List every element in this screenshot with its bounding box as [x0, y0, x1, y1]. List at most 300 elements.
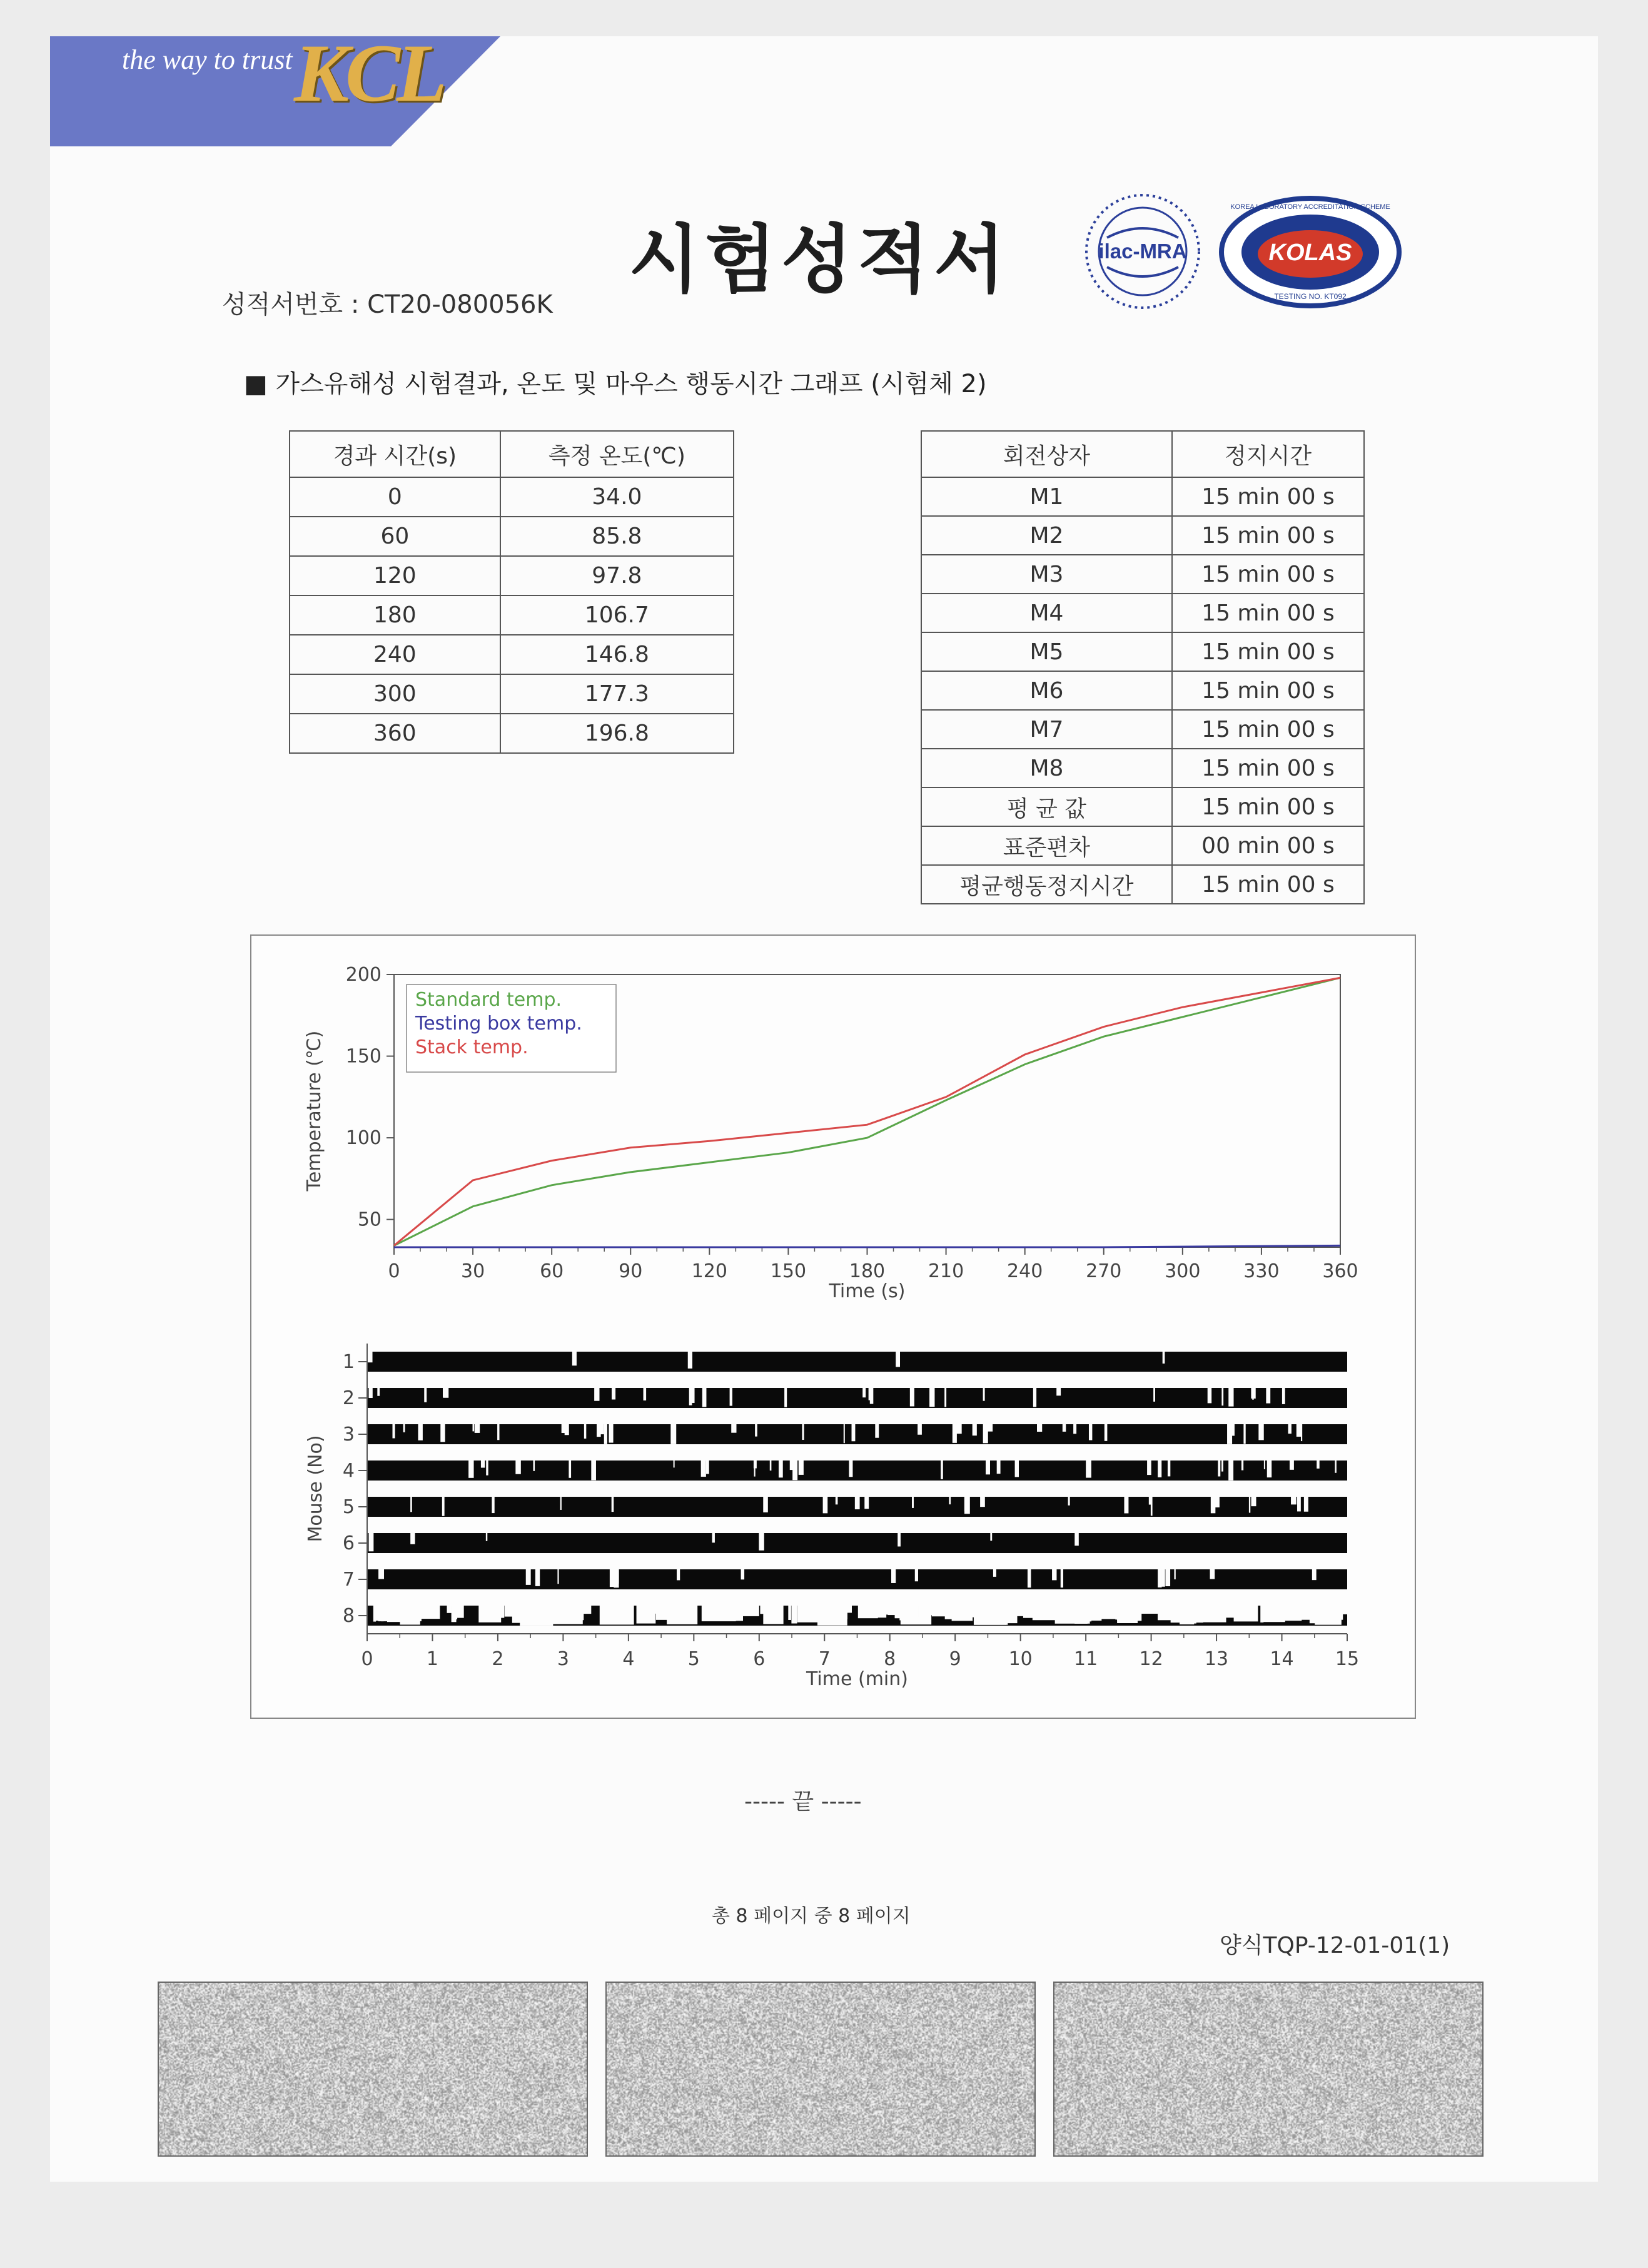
x-tick-label: 360 — [1322, 1260, 1358, 1282]
box-label: 표준편차 — [921, 826, 1172, 865]
rest-gap — [1124, 1497, 1128, 1513]
security-pattern — [158, 1982, 588, 2157]
table-row — [921, 865, 1364, 904]
y-tick-label: 7 — [342, 1569, 355, 1591]
rest-gap — [823, 1497, 828, 1513]
rest-gap — [1301, 1424, 1302, 1441]
stop-table-header: 정지시간 — [1172, 431, 1364, 477]
y-tick-label: 2 — [342, 1387, 355, 1409]
measured-temp: 34.0 — [500, 477, 734, 517]
form-code: 양식TQP-12-01-01(1) — [1220, 1933, 1450, 1958]
rest-gap — [650, 1606, 674, 1614]
rest-gap — [393, 1424, 395, 1438]
rest-gap — [784, 1388, 787, 1407]
rest-gap — [973, 1424, 977, 1435]
rest-gap — [526, 1569, 531, 1585]
elapsed-time: 120 — [290, 556, 500, 595]
page-info: 총 8 페이지 중 8 페이지 — [712, 1905, 911, 1927]
rest-gap — [897, 1533, 901, 1546]
chart-frame — [250, 934, 1416, 1719]
x-axis-label: Time (s) — [829, 1280, 906, 1302]
ilac-mra-badge — [1082, 191, 1204, 313]
rest-gap — [569, 1461, 571, 1478]
rest-gap — [486, 1533, 487, 1541]
rest-gap — [475, 1424, 480, 1433]
y-axis-label: Mouse (No) — [305, 1435, 326, 1542]
rest-gap — [864, 1497, 869, 1509]
y-tick-label: 100 — [345, 1127, 382, 1150]
stop-time-table — [921, 430, 1365, 904]
rest-gap — [1335, 1461, 1337, 1473]
rest-gap — [1238, 1606, 1246, 1619]
kolas-badge-text: KOLAS — [1268, 240, 1352, 266]
rest-gap — [418, 1424, 423, 1440]
rest-gap — [1174, 1569, 1175, 1579]
kolas-badge-number: TESTING NO. KT092 — [1274, 292, 1347, 301]
x-tick-label: 10 — [1008, 1648, 1033, 1670]
measured-temp: 146.8 — [500, 635, 734, 674]
table-row — [290, 477, 734, 517]
measured-temp: 106.7 — [500, 595, 734, 635]
rest-gap — [1322, 1606, 1330, 1612]
stop-time: 15 min 00 s — [1172, 865, 1364, 904]
x-tick-label: 210 — [928, 1260, 964, 1282]
rest-gap — [410, 1497, 412, 1512]
activity-bar — [367, 1352, 1347, 1372]
rest-gap — [1149, 1497, 1151, 1505]
rest-gap — [1158, 1569, 1161, 1587]
rest-gap — [702, 1606, 736, 1621]
rest-gap — [852, 1424, 856, 1441]
rest-gap — [1234, 1606, 1258, 1621]
stop-time: 15 min 00 s — [1172, 710, 1364, 749]
rest-gap — [1243, 1424, 1245, 1444]
rest-gap — [381, 1606, 383, 1621]
rest-gap — [1117, 1606, 1138, 1623]
rest-gap — [377, 1388, 380, 1396]
rest-gap — [1194, 1606, 1196, 1624]
x-tick-label: 60 — [540, 1260, 564, 1282]
charts-svg — [251, 936, 1415, 1718]
y-axis-label: Temperature (℃) — [303, 1030, 325, 1192]
table-row — [290, 595, 734, 635]
rest-gap — [910, 1388, 914, 1406]
rest-gap — [1304, 1497, 1308, 1512]
stop-time: 00 min 00 s — [1172, 826, 1364, 865]
measured-temp: 97.8 — [500, 556, 734, 595]
end-mark: ----- 끝 ----- — [744, 1789, 862, 1815]
rest-gap — [990, 1533, 992, 1541]
x-tick-label: 120 — [691, 1260, 727, 1282]
rest-gap — [1249, 1497, 1250, 1513]
y-tick-label: 5 — [342, 1496, 355, 1518]
rest-gap — [442, 1497, 445, 1516]
stop-time: 15 min 00 s — [1172, 632, 1364, 671]
rest-gap — [481, 1461, 485, 1468]
rest-gap — [1023, 1606, 1046, 1618]
rest-gap — [1068, 1497, 1070, 1506]
rest-gap — [918, 1424, 922, 1435]
document-title: 시험성적서 — [629, 216, 1010, 303]
rest-gap — [1147, 1461, 1151, 1475]
rest-gap — [557, 1569, 559, 1584]
rest-gap — [731, 1424, 736, 1433]
rest-gap — [988, 1424, 993, 1432]
x-tick-label: 330 — [1243, 1260, 1280, 1282]
rest-gap — [1290, 1461, 1294, 1470]
rest-gap — [565, 1424, 569, 1435]
x-tick-label: 4 — [622, 1648, 635, 1670]
rest-gap — [836, 1497, 838, 1504]
rest-gap — [677, 1569, 680, 1580]
y-tick-label: 6 — [342, 1532, 355, 1554]
rest-gap — [983, 1424, 988, 1443]
rest-gap — [612, 1388, 615, 1399]
rest-gap — [410, 1533, 415, 1544]
rest-gap — [779, 1461, 783, 1477]
series-line — [394, 1245, 1340, 1247]
rest-gap — [702, 1388, 707, 1407]
rest-gap — [730, 1388, 732, 1406]
table-row — [290, 556, 734, 595]
temp-table-header: 경과 시간(s) — [290, 431, 500, 477]
activity-bar — [367, 1388, 1347, 1408]
rest-gap — [844, 1424, 845, 1443]
rest-gap — [997, 1461, 1001, 1474]
rest-gap — [849, 1461, 852, 1477]
rest-gap — [367, 1352, 372, 1362]
stop-time: 15 min 00 s — [1172, 477, 1364, 516]
x-tick-label: 12 — [1139, 1648, 1163, 1670]
table-row — [921, 826, 1364, 865]
x-tick-label: 3 — [557, 1648, 569, 1670]
rest-gap — [609, 1424, 613, 1443]
elapsed-time: 360 — [290, 714, 500, 753]
rest-gap — [912, 1497, 914, 1508]
rest-gap — [1074, 1606, 1088, 1624]
box-label: M6 — [921, 671, 1172, 710]
noise-canvas — [607, 1983, 1034, 2155]
rest-gap — [1287, 1606, 1314, 1620]
rest-gap — [1312, 1569, 1317, 1580]
section-title: ■ 가스유해성 시험결과, 온도 및 마우스 행동시간 그래프 (시험체 2) — [244, 370, 987, 398]
rest-gap — [929, 1388, 934, 1407]
rest-gap — [443, 1388, 448, 1398]
rest-gap — [794, 1461, 797, 1480]
rest-gap — [492, 1497, 494, 1513]
rest-gap — [1214, 1497, 1220, 1507]
rest-gap — [993, 1606, 1017, 1623]
y-tick-label: 50 — [357, 1208, 382, 1231]
rest-gap — [1063, 1424, 1066, 1432]
rest-gap — [759, 1533, 764, 1551]
x-tick-label: 240 — [1007, 1260, 1043, 1282]
rest-gap — [891, 1569, 896, 1583]
rest-gap — [382, 1606, 402, 1612]
stop-time: 15 min 00 s — [1172, 516, 1364, 555]
rest-gap — [1168, 1461, 1170, 1476]
box-label: 평균행동정지시간 — [921, 865, 1172, 904]
rest-gap — [615, 1569, 619, 1584]
rest-gap — [594, 1388, 599, 1401]
rest-gap — [799, 1461, 804, 1475]
rest-gap — [993, 1569, 996, 1577]
rest-gap — [499, 1606, 504, 1618]
rest-gap — [1251, 1388, 1255, 1399]
y-tick-label: 4 — [342, 1460, 355, 1482]
rest-gap — [1061, 1569, 1063, 1587]
legend-item: Standard temp. — [415, 989, 562, 1011]
rest-gap — [1084, 1606, 1115, 1618]
y-tick-label: 1 — [342, 1351, 355, 1373]
stop-time: 15 min 00 s — [1172, 671, 1364, 710]
rest-gap — [741, 1569, 744, 1579]
table-row — [921, 787, 1364, 826]
activity-bar — [367, 1461, 1347, 1481]
rest-gap — [1231, 1424, 1235, 1436]
rest-gap — [688, 1352, 692, 1369]
rest-gap — [440, 1424, 445, 1442]
rest-gap — [915, 1569, 918, 1581]
report-number: 성적서번호 : CT20-080056K — [222, 290, 553, 319]
rest-gap — [855, 1497, 860, 1509]
rest-gap — [828, 1606, 847, 1619]
table-row — [921, 710, 1364, 749]
table-row — [290, 635, 734, 674]
table-row — [921, 594, 1364, 632]
rest-gap — [533, 1461, 535, 1471]
rest-gap — [953, 1424, 957, 1443]
rest-gap — [612, 1497, 614, 1512]
rest-gap — [424, 1388, 427, 1402]
x-tick-label: 1 — [426, 1648, 439, 1670]
rest-gap — [1015, 1461, 1019, 1477]
activity-bar — [367, 1424, 1347, 1444]
rest-gap — [1163, 1352, 1165, 1364]
rest-gap — [1215, 1606, 1231, 1617]
rest-gap — [1148, 1606, 1177, 1613]
noise-canvas — [159, 1983, 587, 2155]
box-label: M8 — [921, 749, 1172, 787]
rest-gap — [911, 1606, 918, 1618]
rest-gap — [411, 1606, 422, 1621]
rest-gap — [712, 1533, 715, 1542]
rest-gap — [945, 1606, 968, 1619]
rest-gap — [644, 1388, 647, 1400]
rest-gap — [944, 1388, 946, 1407]
rest-gap — [1151, 1497, 1153, 1516]
rest-gap — [862, 1388, 866, 1397]
rest-gap — [1317, 1461, 1320, 1469]
kolas-badge-ring: KOREA LABORATORY ACCREDITATION SCHEME — [1230, 203, 1390, 211]
rest-gap — [896, 1352, 900, 1367]
rest-gap — [1208, 1388, 1211, 1403]
rest-gap — [1288, 1424, 1292, 1434]
security-pattern — [1053, 1982, 1484, 2157]
rest-gap — [378, 1569, 384, 1579]
rest-gap — [1228, 1388, 1233, 1407]
rest-gap — [568, 1606, 591, 1614]
rest-gap — [971, 1606, 974, 1617]
stop-time: 15 min 00 s — [1172, 594, 1364, 632]
temperature-table — [289, 430, 734, 754]
rest-gap — [799, 1606, 819, 1621]
rest-gap — [1089, 1424, 1092, 1440]
x-axis-label: Time (min) — [806, 1668, 908, 1690]
rest-gap — [1153, 1388, 1155, 1402]
x-tick-label: 13 — [1204, 1648, 1229, 1670]
rest-gap — [1282, 1388, 1285, 1404]
rest-gap — [373, 1606, 376, 1622]
rest-gap — [1228, 1461, 1233, 1481]
rest-gap — [1162, 1569, 1165, 1587]
table-row — [290, 714, 734, 753]
rest-gap — [964, 1497, 970, 1514]
elapsed-time: 0 — [290, 477, 500, 517]
rest-gap — [1210, 1569, 1215, 1579]
x-tick-label: 90 — [619, 1260, 643, 1282]
rest-gap — [591, 1461, 596, 1480]
rest-gap — [754, 1461, 756, 1477]
rest-gap — [770, 1461, 772, 1471]
rest-gap — [452, 1606, 457, 1622]
x-tick-label: 180 — [849, 1260, 886, 1282]
rest-gap — [564, 1606, 566, 1614]
rest-gap — [791, 1606, 797, 1624]
rest-gap — [1052, 1569, 1056, 1580]
rest-gap — [535, 1569, 540, 1586]
rest-gap — [560, 1497, 562, 1510]
rest-gap — [1073, 1424, 1076, 1434]
box-label: 평 균 값 — [921, 787, 1172, 826]
x-tick-label: 0 — [361, 1648, 373, 1670]
x-tick-label: 30 — [460, 1260, 485, 1282]
rest-gap — [1221, 1461, 1223, 1472]
rest-gap — [674, 1461, 675, 1467]
rest-gap — [788, 1606, 791, 1620]
elapsed-time: 180 — [290, 595, 500, 635]
rest-gap — [870, 1388, 874, 1404]
rest-gap — [755, 1424, 757, 1437]
rest-gap — [802, 1424, 804, 1440]
box-label: M4 — [921, 594, 1172, 632]
x-tick-label: 15 — [1335, 1648, 1360, 1670]
x-tick-label: 270 — [1086, 1260, 1122, 1282]
activity-bar — [367, 1569, 1347, 1589]
rest-gap — [769, 1606, 772, 1617]
rest-gap — [447, 1606, 451, 1613]
rest-gap — [483, 1606, 492, 1617]
banner-tagline: the way to trust — [122, 44, 293, 75]
rest-gap — [689, 1388, 692, 1405]
table-row — [921, 477, 1364, 516]
x-tick-label: 300 — [1165, 1260, 1201, 1282]
x-tick-label: 7 — [818, 1648, 831, 1670]
rest-gap — [515, 1461, 520, 1474]
rest-gap — [1033, 1388, 1036, 1407]
rest-gap — [600, 1606, 634, 1624]
box-label: M1 — [921, 477, 1172, 516]
measured-temp: 177.3 — [500, 674, 734, 714]
ilac-badge-text: ilac-MRA — [1098, 240, 1187, 263]
rest-gap — [790, 1461, 793, 1470]
rest-gap — [956, 1424, 962, 1434]
rest-gap — [986, 1461, 990, 1474]
y-tick-label: 150 — [345, 1045, 382, 1068]
rest-gap — [572, 1352, 577, 1365]
rest-gap — [497, 1424, 499, 1440]
elapsed-time: 60 — [290, 517, 500, 556]
rest-gap — [732, 1606, 746, 1613]
security-pattern — [605, 1982, 1036, 2157]
kcl-logo: KCL — [294, 27, 443, 119]
stop-table-header: 회전상자 — [921, 431, 1172, 477]
table-row — [921, 749, 1364, 787]
stop-time: 15 min 00 s — [1172, 749, 1364, 787]
rest-gap — [403, 1424, 405, 1432]
rest-gap — [983, 1388, 985, 1401]
rest-gap — [1158, 1461, 1161, 1477]
rest-gap — [1028, 1569, 1031, 1587]
rest-gap — [980, 1497, 985, 1507]
rest-gap — [1264, 1461, 1265, 1469]
x-tick-label: 9 — [949, 1648, 961, 1670]
rest-gap — [706, 1461, 709, 1474]
rest-gap — [1105, 1424, 1108, 1441]
rest-gap — [1056, 1388, 1061, 1395]
table-row — [921, 555, 1364, 594]
rest-gap — [1221, 1388, 1223, 1405]
rest-gap — [875, 1424, 879, 1438]
rest-gap — [701, 1461, 706, 1477]
x-tick-label: 5 — [687, 1648, 700, 1670]
rest-gap — [670, 1424, 676, 1444]
activity-bar — [367, 1533, 1347, 1553]
rest-gap — [1291, 1497, 1297, 1504]
rest-gap — [1180, 1606, 1194, 1624]
rest-gap — [1251, 1497, 1256, 1506]
x-tick-label: 8 — [884, 1648, 896, 1670]
rest-gap — [1297, 1424, 1301, 1437]
x-tick-label: 11 — [1074, 1648, 1098, 1670]
x-tick-label: 6 — [753, 1648, 766, 1670]
box-label: M7 — [921, 710, 1172, 749]
rest-gap — [763, 1497, 768, 1512]
rest-gap — [1267, 1461, 1271, 1477]
y-tick-label: 8 — [342, 1605, 355, 1627]
stop-time: 15 min 00 s — [1172, 787, 1364, 826]
rest-gap — [1086, 1461, 1091, 1478]
rest-gap — [763, 1606, 783, 1624]
noise-canvas — [1054, 1983, 1482, 2155]
rest-gap — [883, 1606, 888, 1613]
rest-gap — [1074, 1533, 1079, 1546]
legend-item: Stack temp. — [415, 1036, 528, 1058]
rest-gap — [486, 1461, 488, 1476]
legend-item: Testing box temp. — [415, 1013, 582, 1035]
rest-gap — [597, 1424, 601, 1437]
rest-gap — [473, 1424, 475, 1431]
elapsed-time: 300 — [290, 674, 500, 714]
rest-gap — [1258, 1424, 1263, 1440]
temp-table-header: 측정 온도(℃) — [500, 431, 734, 477]
rest-gap — [941, 1461, 943, 1479]
rest-gap — [1165, 1569, 1170, 1586]
stop-time: 15 min 00 s — [1172, 555, 1364, 594]
rest-gap — [1266, 1388, 1270, 1404]
table-row — [921, 632, 1364, 671]
rest-gap — [1297, 1497, 1301, 1511]
